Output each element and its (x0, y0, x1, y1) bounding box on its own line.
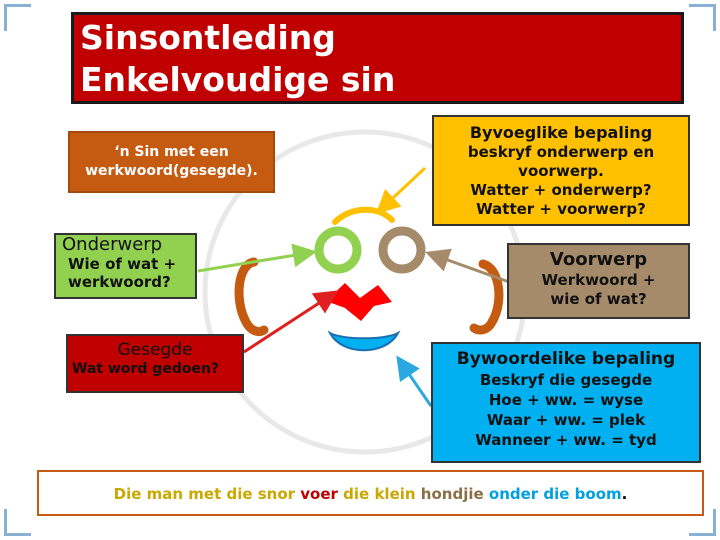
voorwerp-heading: Voorwerp (549, 249, 648, 270)
pointer-arrow (378, 168, 425, 212)
title-line-2: Enkelvoudige sin (80, 60, 396, 99)
byvoeglike-line: voorwerp. (518, 162, 604, 180)
pointer-arrow (244, 292, 336, 352)
right-eye (383, 231, 421, 269)
onderwerp-line: werkwoord? (68, 273, 171, 291)
pointer-arrow (198, 252, 314, 271)
mouth (330, 333, 398, 350)
gesegde-box (66, 334, 244, 393)
sentence-voorwerp: hondjie (420, 485, 484, 503)
sentence-gesegde: voer (300, 485, 338, 503)
byvoeglike-bepaling-box (432, 115, 690, 226)
bywoordelike-line: Waar + ww. = plek (486, 411, 646, 429)
sentence-bywoordelike: onder die boom (488, 485, 622, 503)
voorwerp-line: wie of wat? (550, 290, 647, 308)
bywoordelike-line: Hoe + ww. = wyse (488, 391, 644, 409)
bywoordelike-heading: Bywoordelike bepaling (456, 349, 676, 369)
gesegde-line: Wat word gedoen? (72, 361, 220, 377)
gesegde-heading: Gesegde (117, 340, 193, 360)
sentence-period: . (621, 485, 628, 503)
definition-line: werkwoord(gesegde). (85, 163, 258, 179)
byvoeglike-line: Watter + onderwerp? (470, 181, 652, 199)
byvoeglike-line: beskryf onderwerp en (467, 143, 655, 161)
byvoeglike-heading: Byvoeglike bepaling (469, 123, 653, 142)
onderwerp-heading: Onderwerp (62, 234, 163, 255)
bywoordelike-bepaling-box (431, 342, 701, 463)
voorwerp-line: Werkwoord + (541, 271, 656, 289)
pointer-arrow (428, 253, 512, 283)
bywoordelike-line: Beskryf die gesegde (479, 371, 653, 389)
left-eye (319, 231, 357, 269)
left-ear (239, 262, 264, 332)
sentence-byvoeglike: die klein (343, 485, 416, 503)
pointer-arrow (398, 358, 431, 406)
onderwerp-line: Wie of wat + (68, 255, 177, 273)
byvoeglike-line: Watter + voorwerp? (476, 200, 646, 218)
voorwerp-box (507, 243, 690, 319)
title-line-1: Sinsontleding (80, 18, 336, 57)
definition-line: ‘n Sin met een (114, 144, 229, 160)
example-sentence (37, 470, 704, 516)
nose (326, 283, 392, 321)
definition-box (68, 131, 275, 193)
eyebrow (335, 210, 392, 222)
bywoordelike-line: Wanneer + ww. = tyd (475, 431, 657, 449)
onderwerp-box (54, 233, 197, 299)
sentence-onderwerp: Die man met die snor (113, 485, 296, 503)
